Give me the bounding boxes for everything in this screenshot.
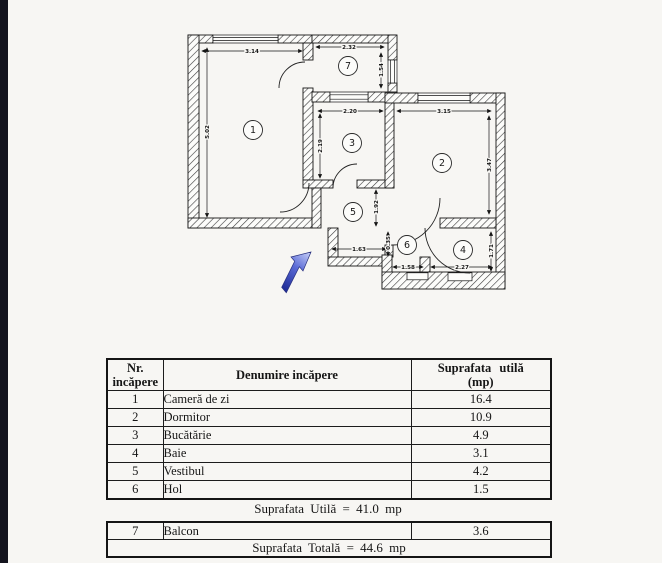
table-header-row — [107, 359, 551, 391]
room-area-table — [106, 358, 552, 500]
row-room-name: Bucătărie — [163, 427, 411, 445]
room-number-label: 1 — [249, 125, 257, 137]
table-row — [107, 391, 551, 409]
dimension-label: 1.54 — [378, 63, 385, 77]
room-number-label: 3 — [348, 138, 356, 150]
header-nr-line2: incăpere — [112, 375, 159, 389]
table-row — [107, 463, 551, 481]
row-number: 5 — [107, 463, 163, 481]
row-room-name: Cameră de zi — [163, 391, 411, 409]
dimension-label: 3.14 — [245, 48, 259, 55]
room-numbers — [244, 57, 473, 260]
row-room-name: Dormitor — [163, 409, 411, 427]
dimension-label: 5.02 — [204, 125, 211, 139]
dimension-label: 2.19 — [317, 139, 324, 153]
row-room-name: Hol — [163, 481, 411, 500]
dimension-label: 2.32 — [342, 44, 356, 51]
row-area: 1.5 — [411, 481, 551, 500]
dimension-label: 1.58 — [401, 264, 415, 271]
dimension-label: 1.92 — [373, 200, 380, 214]
row-number: 3 — [107, 427, 163, 445]
row-number: 2 — [107, 409, 163, 427]
total-line: Suprafata Totală = 44.6 mp — [107, 540, 551, 558]
room-number-label: 2 — [438, 158, 446, 170]
row-room-name: Balcon — [163, 522, 411, 540]
dimension-labels — [205, 45, 495, 271]
row-area: 4.2 — [411, 463, 551, 481]
balcony-table — [106, 521, 552, 558]
room-number-label: 7 — [344, 61, 352, 73]
room-number-label: 6 — [403, 240, 411, 252]
room-number-label: 5 — [349, 207, 357, 219]
row-area: 10.9 — [411, 409, 551, 427]
header-nr-line1: Nr. — [126, 361, 144, 375]
row-number: 6 — [107, 481, 163, 500]
row-room-name: Vestibul — [163, 463, 411, 481]
subtotal-line: Suprafata Utilă = 41.0 mp — [254, 501, 402, 516]
row-number: 7 — [107, 522, 163, 540]
header-name: Denumire incăpere — [163, 359, 411, 391]
room-number-label: 4 — [459, 245, 467, 257]
table-row-balcony — [107, 522, 551, 540]
row-area: 4.9 — [411, 427, 551, 445]
total-row — [107, 540, 551, 558]
row-area: 3.1 — [411, 445, 551, 463]
dimension-label: 1.71 — [488, 244, 495, 258]
table-row — [107, 409, 551, 427]
cursor-arrow-icon — [282, 252, 311, 293]
row-area: 3.6 — [411, 522, 551, 540]
table-row — [107, 427, 551, 445]
dimension-label: 2.27 — [455, 264, 469, 271]
header-area — [411, 359, 551, 391]
row-area: 16.4 — [411, 391, 551, 409]
header-area-line2: (mp) — [467, 375, 494, 389]
row-number: 4 — [107, 445, 163, 463]
dimension-label: 3.47 — [486, 158, 493, 172]
dimension-label: 3.15 — [437, 108, 451, 115]
dimension-label: 1.63 — [352, 246, 366, 253]
left-edge-bar — [0, 0, 8, 563]
header-nr — [107, 359, 163, 391]
header-area-line1: Suprafata utilă — [437, 361, 524, 375]
floor-plan-drawing — [180, 28, 525, 302]
dimension-label: 0.35 — [385, 236, 392, 250]
table-row — [107, 445, 551, 463]
row-room-name: Baie — [163, 445, 411, 463]
table-row — [107, 481, 551, 500]
row-number: 1 — [107, 391, 163, 409]
dimension-label: 2.20 — [343, 108, 357, 115]
